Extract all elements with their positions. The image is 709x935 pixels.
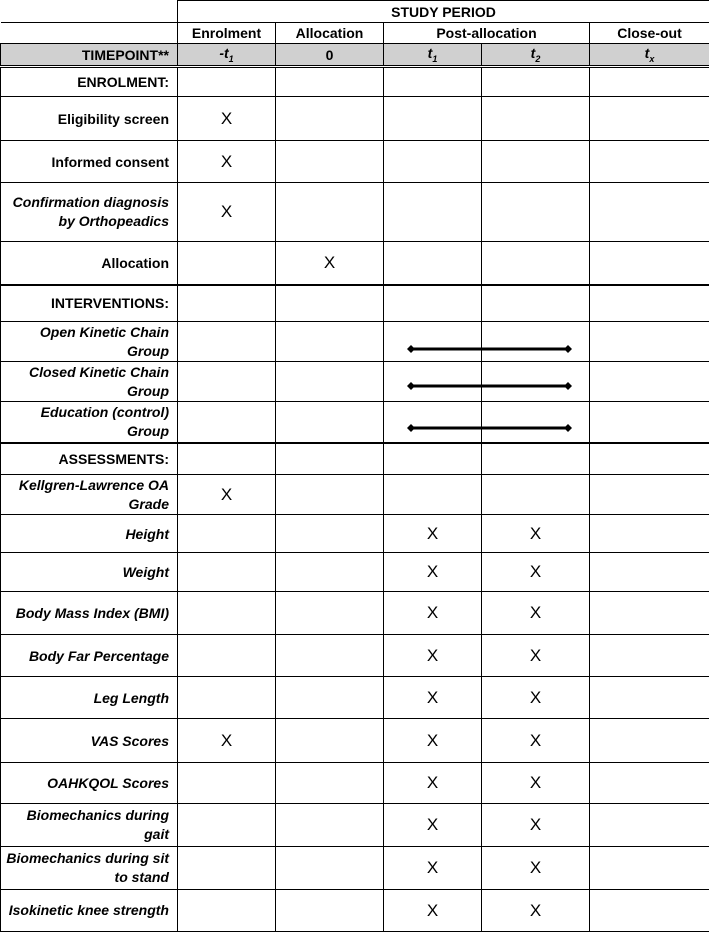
- section-label: INTERVENTIONS:: [1, 285, 178, 322]
- mark: X: [178, 97, 276, 141]
- timepoint-enrol: $-t_1$: [178, 44, 276, 67]
- row-label: Height: [1, 515, 178, 553]
- row-label: Kellgren-Lawrence OA Grade: [1, 475, 178, 515]
- mark: X: [482, 890, 590, 932]
- mark: X: [384, 847, 482, 890]
- mark: X: [384, 677, 482, 719]
- timepoint-t2: $t_2$: [482, 44, 590, 67]
- table-row: [1, 719, 709, 763]
- mark: X: [276, 242, 384, 285]
- mark: X: [482, 553, 590, 592]
- enrolment-header: Enrolment: [178, 23, 276, 44]
- row-label: Confirmation diagnosis by Orthopeadics: [1, 183, 178, 242]
- mark: X: [178, 141, 276, 183]
- mark: X: [482, 592, 590, 635]
- row-label: Closed Kinetic Chain Group: [1, 362, 178, 402]
- row-label: Allocation: [1, 242, 178, 285]
- timepoint-t1: $t_1$: [384, 44, 482, 67]
- mark: X: [482, 515, 590, 553]
- row-label: VAS Scores: [1, 719, 178, 763]
- table-row: [1, 362, 709, 402]
- allocation-header: Allocation: [276, 23, 384, 44]
- table-row: [1, 322, 709, 362]
- row-label: Education (control) Group: [1, 402, 178, 443]
- mark: X: [178, 719, 276, 763]
- row-label: OAHKQOL Scores: [1, 763, 178, 804]
- mark: X: [178, 475, 276, 515]
- row-label: Body Mass Index (BMI): [1, 592, 178, 635]
- row-label: Biomechanics during sit to stand: [1, 847, 178, 890]
- table-row: [1, 804, 709, 847]
- table-row: [1, 592, 709, 635]
- table-row: [1, 141, 709, 183]
- mark: X: [482, 763, 590, 804]
- section-interventions: [1, 285, 709, 322]
- row-label: Body Far Percentage: [1, 635, 178, 677]
- table-row: [1, 553, 709, 592]
- section-assessments: [1, 443, 709, 475]
- mark: X: [482, 677, 590, 719]
- row-label: Informed consent: [1, 141, 178, 183]
- section-label: ENROLMENT:: [1, 67, 178, 97]
- timepoint-row: [1, 44, 709, 67]
- mark: X: [178, 183, 276, 242]
- table-row: [1, 890, 709, 932]
- timepoint-label: TIMEPOINT**: [1, 44, 178, 67]
- mark: X: [482, 804, 590, 847]
- mark: X: [384, 804, 482, 847]
- mark: X: [384, 592, 482, 635]
- mark: X: [384, 515, 482, 553]
- period-row: [1, 23, 709, 44]
- mark: X: [384, 890, 482, 932]
- study-period-header: STUDY PERIOD: [178, 1, 709, 23]
- row-label: Open Kinetic Chain Group: [1, 322, 178, 362]
- table-row: [1, 515, 709, 553]
- table-row: [1, 242, 709, 285]
- post-allocation-header: Post-allocation: [384, 23, 590, 44]
- close-out-header: Close-out: [590, 23, 709, 44]
- row-label: Leg Length: [1, 677, 178, 719]
- table-row: [1, 402, 709, 443]
- table-row: [1, 763, 709, 804]
- timepoint-tx: $t_x$: [590, 44, 709, 67]
- table-row: [1, 677, 709, 719]
- mark: X: [384, 719, 482, 763]
- row-label: Biomechanics during gait: [1, 804, 178, 847]
- table-row: [1, 635, 709, 677]
- study-period-row: [1, 1, 709, 23]
- mark: X: [384, 553, 482, 592]
- table-row: [1, 475, 709, 515]
- mark: X: [384, 763, 482, 804]
- section-enrolment: [1, 67, 709, 97]
- mark: X: [482, 847, 590, 890]
- timepoint-alloc: 0: [276, 44, 384, 67]
- table-row: [1, 97, 709, 141]
- mark: X: [482, 719, 590, 763]
- table-row: [1, 847, 709, 890]
- row-label: Weight: [1, 553, 178, 592]
- row-label: Isokinetic knee strength: [1, 890, 178, 932]
- mark: X: [482, 635, 590, 677]
- table-row: [1, 183, 709, 242]
- mark: X: [384, 635, 482, 677]
- section-label: ASSESSMENTS:: [1, 443, 178, 475]
- row-label: Eligibility screen: [1, 97, 178, 141]
